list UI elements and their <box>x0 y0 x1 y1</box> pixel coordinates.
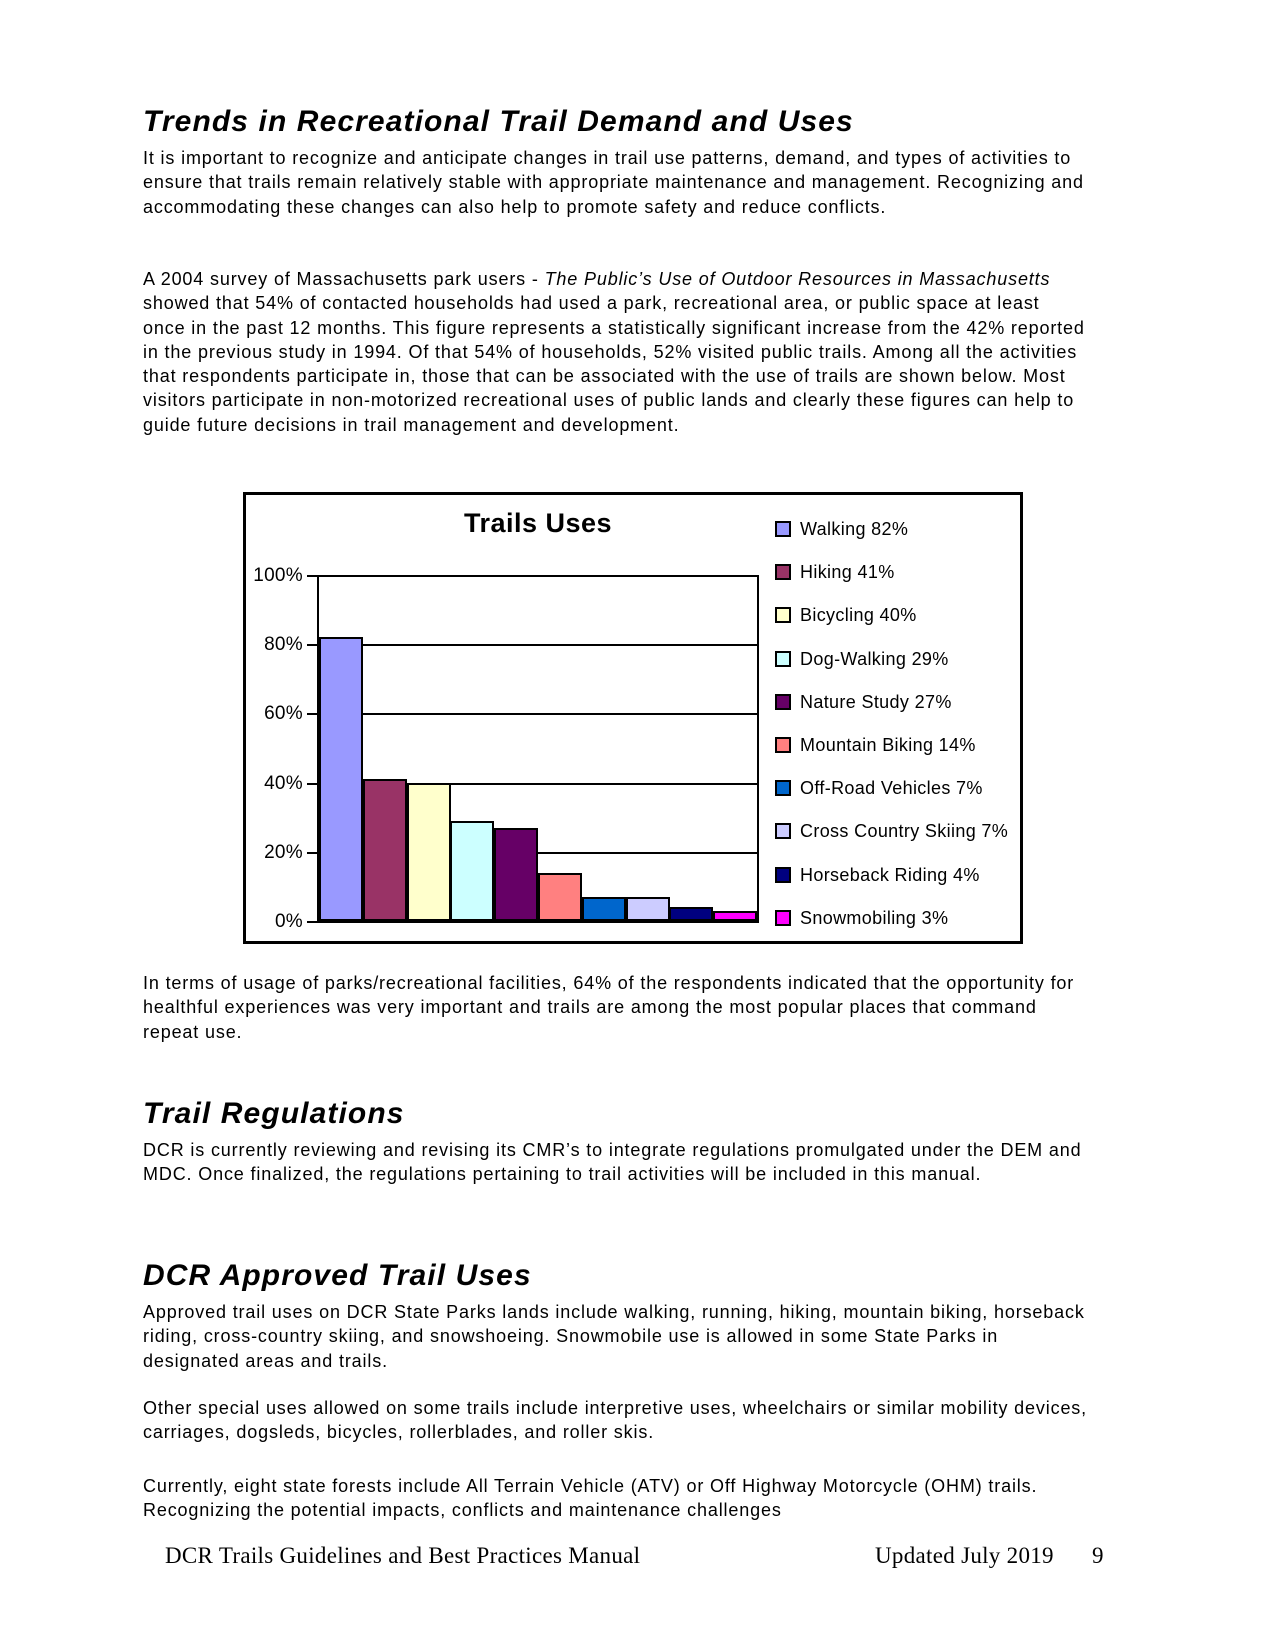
legend-swatch <box>775 780 791 796</box>
chart-bar-walking <box>319 637 363 921</box>
legend-item-label: Nature Study 27% <box>800 692 952 712</box>
y-axis-tick-mark <box>307 783 317 785</box>
legend-item-label: Dog-Walking 29% <box>800 649 949 669</box>
legend-swatch <box>775 521 791 537</box>
section-heading-trends: Trends in Recreational Trail Demand and Uses <box>143 105 854 138</box>
y-axis-tick-mark <box>307 644 317 646</box>
legend-item-label: Snowmobiling 3% <box>800 908 949 928</box>
legend-item-label: Hiking 41% <box>800 562 895 582</box>
legend-item-label: Cross Country Skiing 7% <box>800 821 1009 841</box>
y-axis-tick-label: 0% <box>274 911 303 932</box>
y-axis-tick-mark <box>307 921 317 923</box>
paragraph-survey <box>143 267 1087 437</box>
gridline <box>317 713 759 715</box>
y-axis-tick-mark <box>307 713 317 715</box>
chart-bar-mountain-biking <box>538 873 582 921</box>
chart-bar-horseback-riding <box>669 907 713 921</box>
chart-bar-hiking <box>363 779 407 921</box>
section-heading-regulations: Trail Regulations <box>143 1097 405 1130</box>
chart-plot-area <box>317 575 759 923</box>
paragraph-survey-post: showed that 54% of contacted households had used a park, recreational area, or public space at least once in the past 12 months. This figure represents a statistically significant increase from the 42% reported in the previous study in 1994. Of that 54% of households, 52% visited public trails. Among all the activities that respondents participate in, those that can be associated with the use of trails are shown below. Most visitors participate in non-motorized recreational uses of public lands and clearly these figures can help to guide future decisions in trail management and development. <box>143 293 1085 435</box>
chart-bar-snowmobiling <box>713 911 757 921</box>
y-axis-tick-label: 80% <box>264 634 303 655</box>
plot-right-border <box>757 575 759 923</box>
baseline-0 <box>317 921 759 923</box>
chart-bar-nature-study <box>494 828 538 921</box>
legend-swatch <box>775 910 791 926</box>
legend-item-label: Walking 82% <box>800 519 909 539</box>
footer-updated-date: Updated July 2019 <box>875 1543 1054 1568</box>
y-axis-tick-mark <box>307 852 317 854</box>
paragraph-special-uses: Other special uses allowed on some trails include interpretive uses, wheelchairs or similar mobility devices, carriages, dogsleds, bicycles, rollerblades, and roller skis. <box>143 1398 1088 1443</box>
paragraph-trends-intro: It is important to recognize and anticipate changes in trail use patterns, demand, and types of activities to ensure that trails remain relatively stable with appropriate maintenance and management. Recognizing and accommodating these changes can also help to promote safety and reduce conflicts. <box>143 148 1084 217</box>
chart-title: Trails Uses <box>463 508 613 538</box>
legend-item-label: Off-Road Vehicles 7% <box>800 778 983 798</box>
footer-manual-title: DCR Trails Guidelines and Best Practices Manual <box>165 1543 641 1568</box>
y-axis-tick-label: 100% <box>253 565 303 586</box>
legend-item-label: Mountain Biking 14% <box>800 735 976 755</box>
y-axis-tick-label: 40% <box>264 773 303 794</box>
legend-swatch <box>775 867 791 883</box>
paragraph-regulations: DCR is currently reviewing and revising its CMR’s to integrate regulations promulgated under the DEM and MDC. Once finalized, the regulations pertaining to trail activities will be included in this manual. <box>143 1140 1082 1185</box>
legend-swatch <box>775 737 791 753</box>
paragraph-survey-pre: A 2004 survey of Massachusetts park users - <box>143 269 545 289</box>
y-axis-tick-label: 20% <box>264 842 303 863</box>
chart-bar-dog-walking <box>450 821 494 921</box>
legend-swatch <box>775 823 791 839</box>
paragraph-usage: In terms of usage of parks/recreational facilities, 64% of the respondents indicated that the opportunity for healthful experiences was very important and trails are among the most popular places that command repeat use. <box>143 973 1075 1042</box>
chart-bar-cross-country-skiing <box>626 897 670 921</box>
legend-item-label: Horseback Riding 4% <box>800 865 980 885</box>
legend-item-label: Bicycling 40% <box>800 605 917 625</box>
gridline <box>317 644 759 646</box>
paragraph-atv-ohm: Currently, eight state forests include All Terrain Vehicle (ATV) or Off Highway Motorcycle (OHM) trails. Recognizing the potential impacts, conflicts and maintenance challenges <box>143 1476 1038 1521</box>
paragraph-approved-uses: Approved trail uses on DCR State Parks lands include walking, running, hiking, mountain biking, horseback riding, cross-country skiing, and snowshoeing. Snowmobile use is allowed in some State Parks in designated areas and trails. <box>143 1302 1085 1371</box>
y-axis-tick-label: 60% <box>264 703 303 724</box>
legend-swatch <box>775 651 791 667</box>
footer-page-number: 9 <box>1092 1543 1104 1568</box>
chart-bar-off-road-vehicles <box>582 897 626 921</box>
paragraph-survey-publication-title: The Public’s Use of Outdoor Resources in Massachusetts <box>544 269 1051 289</box>
gridline-100 <box>317 575 759 577</box>
legend-swatch <box>775 694 791 710</box>
trails-uses-chart <box>243 492 1023 944</box>
legend-swatch <box>775 607 791 623</box>
section-heading-approved-uses: DCR Approved Trail Uses <box>143 1259 532 1292</box>
legend-swatch <box>775 564 791 580</box>
chart-bar-bicycling <box>407 783 451 921</box>
y-axis-tick-mark <box>307 575 317 577</box>
